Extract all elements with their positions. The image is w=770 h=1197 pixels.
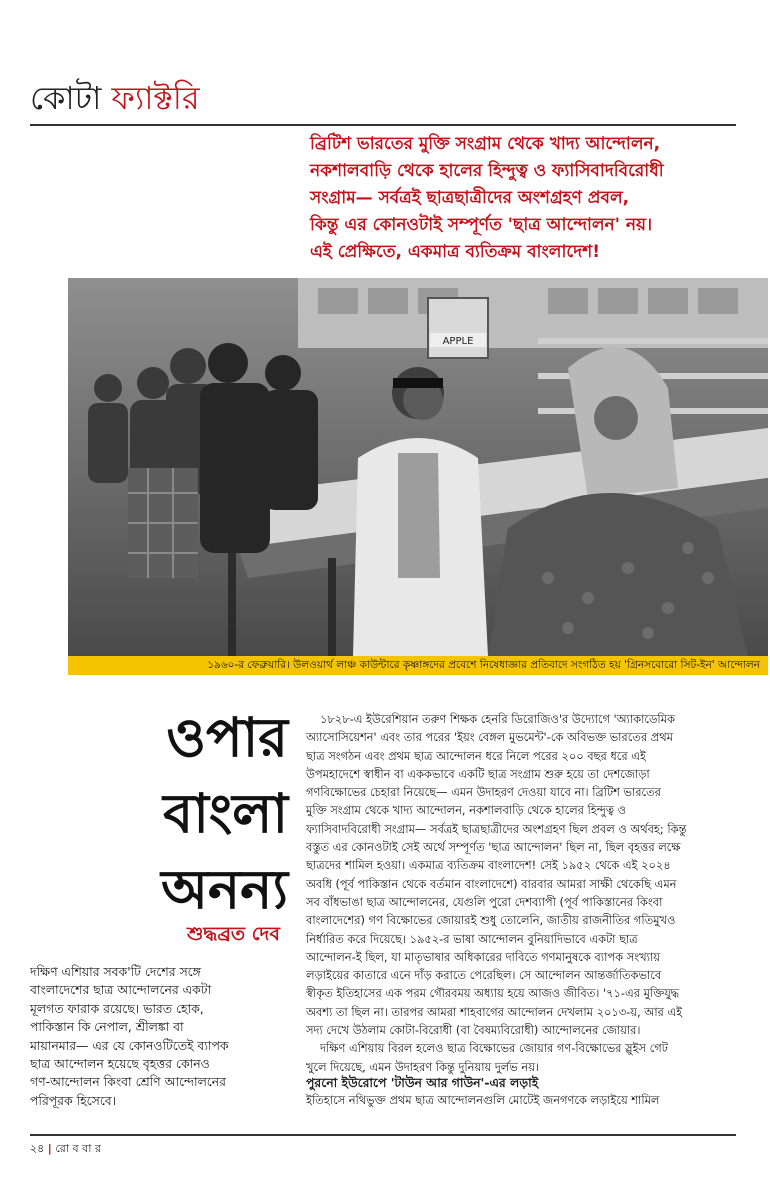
summary	[30, 963, 270, 1110]
summary-line: গণ-আন্দোলন কিংবা শ্রেণি আন্দোলনের	[30, 1074, 226, 1090]
summary-line: মায়ানমার— এর যে কোনওটিতেই ব্যাপক	[30, 1037, 229, 1053]
sit-in-photo	[68, 278, 768, 656]
deck-line: এই প্রেক্ষিতে, একমাত্র ব্যতিক্রম বাংলাদেশ!	[310, 242, 600, 262]
deck-line: ব্রিটিশ ভারতের মুক্তি সংগ্রাম থেকে খাদ্য আন্দোলন,	[310, 134, 661, 154]
body-line: ফ্যাসিবাদবিরোধী সংগ্রাম— সর্বত্রই ছাত্রছাত্রীদের অংশগ্রহণ ছিল প্রবল ও অর্থবহ; কিন্তু	[306, 821, 687, 836]
body-line: অবধি (পূর্ব পাকিস্তান থেকে বর্তমান বাংলাদেশে) বারবার আমরা সাক্ষী থেকেছি এমন	[306, 876, 677, 891]
headline-line: ওপার	[166, 706, 288, 769]
body-line: অবশ্য তা ছিল না। তারপর আমরা শাহবাগের আন্দোলন দেখলাম ২০১৩-য়, আর এই	[306, 1004, 683, 1019]
body-line: স্বীকৃত ইতিহাসের এক পরম গৌরবময় অধ্যায় হয়ে আজও জীবিত। '৭১-এর মুক্তিযুদ্ধ	[306, 986, 680, 1001]
body-line: উপমহাদেশে স্বাধীন বা এককভাবে একটি ছাত্র সংগ্রাম শুরু হয়ে তা দেশজোড়া	[306, 766, 650, 781]
body-line: লড়াইয়ের কাতারে এনে দাঁড় করাতে পেরেছিল। সে আন্দোলন আন্তর্জাতিকভাবে	[306, 968, 662, 983]
subhead: পুরনো ইউরোপে 'টাউন আর গাউন'-এর লড়াই	[306, 1075, 539, 1090]
summary-line: পরিপূরক হিসেবে।	[30, 1092, 117, 1108]
body-line: ছাত্রদের শামিল হওয়া। একমাত্র ব্যতিক্রম বাংলাদেশ! সেই ১৯৫২ থেকে এই ২০২৪	[306, 858, 671, 873]
summary-line: পাকিস্তান কি নেপাল, শ্রীলঙ্কা বা	[30, 1019, 184, 1035]
page-number: ২৪	[30, 1142, 45, 1155]
deck	[310, 131, 750, 266]
byline: শুদ্ধব্রত দেব	[187, 923, 280, 945]
body-line: ছাত্র সংগঠন এবং প্রথম ছাত্র আন্দোলন ধরে নিলে পরের ২০০ বছর ধরে এই	[306, 748, 646, 763]
summary-line: বাংলাদেশের ছাত্র আন্দোলনের একটা	[30, 982, 212, 998]
body-line: সব বাঁধভাঙা ছাত্র আন্দোলনের, যেগুলি পুরো দেশব্যাপী (পূর্ব পাকিস্তানের কিংবা	[306, 894, 663, 909]
body-line: ১৮২৮-এ ইউরেশিয়ান তরুণ শিক্ষক হেনরি ডিরোজিও'র উদ্যোগে 'অ্যাকাডেমিক	[320, 712, 675, 726]
headline-line: অনন্য	[161, 858, 288, 921]
deck-line: সংগ্রাম— সর্বত্রই ছাত্রছাত্রীদের অংশগ্রহণ প্রবল,	[310, 188, 630, 208]
body-line: বাংলাদেশের) গণ বিক্ষোভের জোয়ারই শুধু তোলেনি, জাতীয় রাজনীতির গতিমুখও	[306, 913, 676, 928]
body-line: গণবিক্ষোভের চেহারা নিয়েছে— এমন উদাহরণ দেওয়া যাবে না। ব্রিটিশ ভারতের	[306, 785, 661, 800]
section-rule	[30, 124, 736, 126]
section-label-word2: ফ্যাক্টরি	[111, 79, 200, 117]
body-line: আন্দোলন-ই ছিল, যা মাতৃভাষার অধিকারের দাবিতে গণমানুষকে ব্যাপক সংখ্যায়	[306, 949, 660, 964]
magazine-name: রো ব বা র	[55, 1142, 102, 1155]
deck-line: নকশালবাড়ি থেকে হালের হিন্দুত্ব ও ফ্যাসিবাদবিরোধী	[310, 161, 664, 181]
section-label-word1: কোটা	[30, 79, 102, 117]
photo-caption: ১৯৬০-র ফেব্রুয়ারি। উলওয়ার্থ লাঞ্চ কাউন্টারে কৃষ্ণাঙ্গদের প্রবেশে নিষেধাজ্ঞার প্রতিবাদে সংগঠিত হয় 'গ্রিনসবোরো সিট-ইন' আন্দোলন	[68, 656, 768, 675]
folio-separator: |	[47, 1142, 52, 1155]
footer-rule	[30, 1134, 736, 1136]
article-body	[306, 710, 746, 1076]
summary-line: ছাত্র আন্দোলন হয়েছে বৃহত্তর কোনও	[30, 1056, 210, 1072]
headline	[118, 700, 288, 928]
section-label	[30, 78, 200, 118]
summary-line: মূলগত ফারাক রয়েছে। ভারত হোক,	[30, 1000, 204, 1016]
photo-illustration	[68, 278, 768, 656]
body-line: মুক্তি সংগ্রাম থেকে খাদ্য আন্দোলন, নকশালবাড়ি থেকে হালের হিন্দুত্ব ও	[306, 803, 627, 818]
deck-line: কিন্তু এর কোনওটাই সম্পূর্ণত 'ছাত্র আন্দোলন' নয়।	[310, 215, 653, 235]
body-line: দক্ষিণ এশিয়ায় বিরল হলেও ছাত্র বিক্ষোভের জোয়ার গণ-বিক্ষোভের স্লুইস গেট	[320, 1041, 668, 1056]
folio	[30, 1142, 101, 1156]
body-line: সদ্য দেখে উঠলাম কোটা-বিরোধী (বা বৈষম্যবিরোধী) আন্দোলনের জোয়ার।	[306, 1023, 641, 1038]
body-line: বস্তুত এর কোনওটাই সেই অর্থে সম্পূর্ণত 'ছাত্র আন্দোলন' ছিল না, ছিল বৃহত্তর লক্ষে	[306, 840, 681, 855]
body-line: নির্ধারিত করে দিয়েছে। ১৯৫২-র ভাষা আন্দোলন বুনিয়াদিভাবে একটা ছাত্র	[306, 931, 638, 946]
summary-line: দক্ষিণ এশিয়ার সবক'টি দেশের সঙ্গে	[30, 964, 201, 979]
headline-line: বাংলা	[163, 782, 288, 845]
apple-sign: APPLE	[442, 336, 474, 347]
body-line: অ্যাসোসিয়েশন' এবং তার পরের 'ইয়ং বেঙ্গল মুভমেন্ট'-কে অবিভক্ত ভারতের প্রথম	[306, 730, 673, 745]
continuation-line: ইতিহাসে নথিভুক্ত প্রথম ছাত্র আন্দোলনগুলি মোটেই জনগণকে লড়াইয়ে শামিল	[306, 1093, 660, 1107]
body-line: খুলে দিয়েছে, এমন উদাহরণ কিন্তু দুনিয়ায় দুর্লভ নয়।	[306, 1059, 539, 1074]
